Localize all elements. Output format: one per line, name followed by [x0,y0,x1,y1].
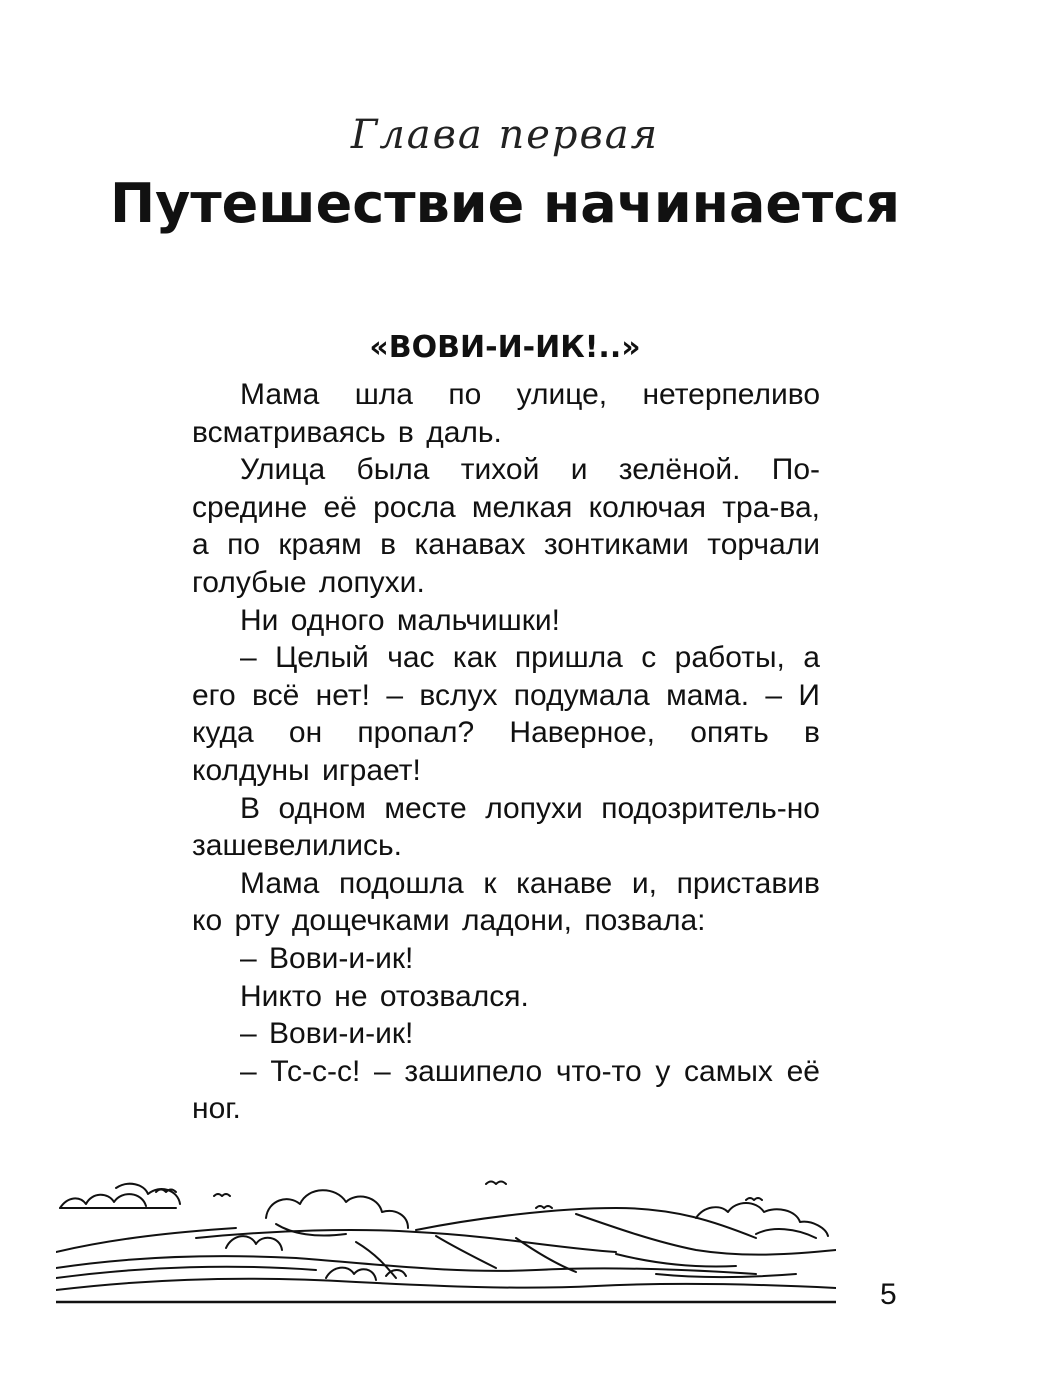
paragraph: Мама шла по улице, нетерпеливо всматриваясь в даль. [192,378,820,449]
paragraph: – Вови-и-ик! [240,1017,414,1051]
paragraph: В одном месте лопухи подозритель-но зашевелились. [192,791,820,863]
page-number: 5 [880,1278,897,1311]
chapter-label: Глава первая [350,112,660,158]
paragraph: Ни одного мальчишки! [240,603,560,637]
chapter-title: Путешествие начинается [109,172,901,235]
section-title: «ВОВИ-И-ИК!..» [369,330,641,365]
paragraph: – Вови-и-ик! [240,941,414,975]
landscape-illustration [56,1178,836,1308]
paragraph: Никто не отозвался. [240,979,529,1013]
paragraph: – Тс-с-с! – зашипело что-то у самых её ног. [192,1054,820,1126]
paragraph: Мама подошла к канаве и, приставив ко рту дощечками ладони, позвала: [192,866,820,938]
body-text [192,376,820,1128]
paragraph: Улица была тихой и зелёной. По-средине её росла мелкая колючая тра-ва, а по краям в канавах зонтиками торчали голубые лопухи. [192,453,820,599]
paragraph: – Целый час как пришла с работы, а его всё нет! – вслух подумала мама. – И куда он пропал? Наверное, опять в колдуны играет! [192,641,820,787]
